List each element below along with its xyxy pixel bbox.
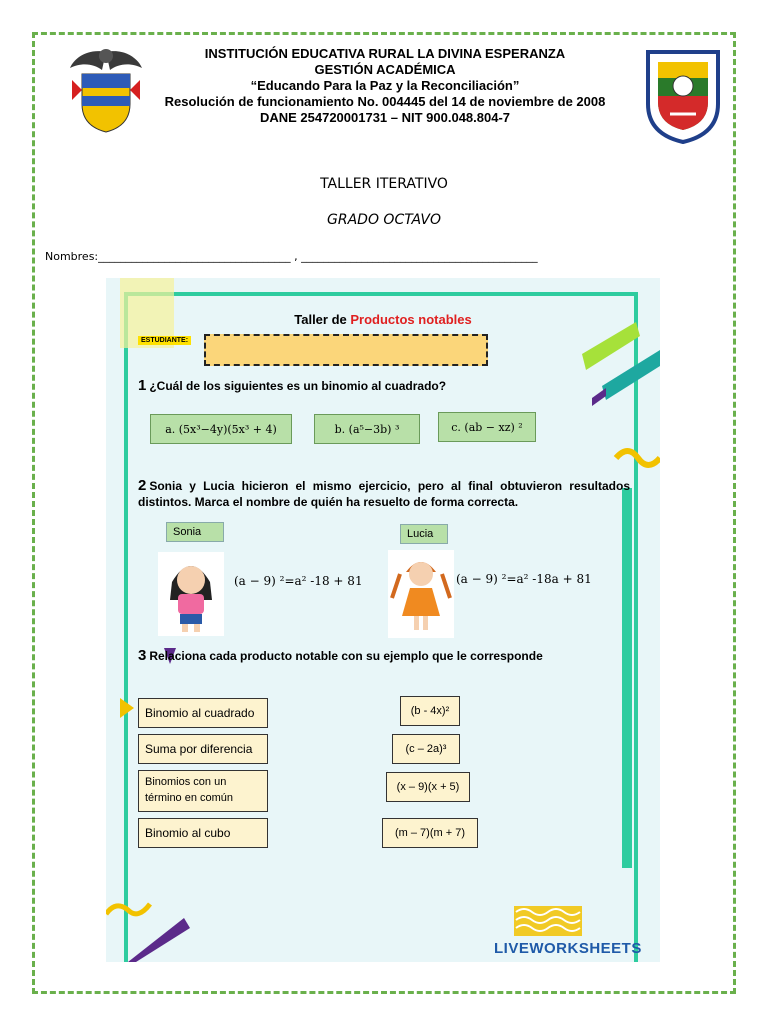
worksheet-title-prefix: Taller de (294, 312, 351, 327)
school-header (130, 46, 640, 126)
worksheet-title-highlight: Productos notables (350, 312, 472, 327)
match-right-1[interactable]: (b - 4x)² (400, 696, 460, 726)
match-right-4[interactable]: (m – 7)(m + 7) (382, 818, 478, 848)
question-3-number: 3 (138, 647, 147, 664)
question-1-text: ¿Cuál de los siguientes es un binomio al cuadrado? (149, 379, 447, 393)
match-left-1[interactable]: Binomio al cuadrado (138, 698, 268, 728)
name-option-lucia[interactable]: Lucia (400, 524, 448, 544)
match-left-2[interactable]: Suma por diferencia (138, 734, 268, 764)
match-left-4[interactable]: Binomio al cubo (138, 818, 268, 848)
girl-lucia-icon (388, 550, 454, 638)
sonia-formula: (a − 9) ²=a² -18 + 81 (234, 574, 363, 588)
question-1-number: 1 (138, 377, 147, 394)
page-subtitle: GRADO OCTAVO (327, 212, 441, 228)
lucia-formula: (a − 9) ²=a² -18a + 81 (456, 572, 592, 586)
name-option-sonia[interactable]: Sonia (166, 522, 224, 542)
question-3 (138, 648, 638, 664)
liveworksheets-logo (494, 940, 642, 957)
worksheet-image (106, 278, 660, 962)
header-line-4: Resolución de funcionamiento No. 004445 del 14 de noviembre de 2008 (164, 94, 606, 109)
school-shield-icon (640, 44, 726, 144)
liveworksheets-logo-text: LIVEWORKSHEETS (494, 940, 642, 957)
student-label: ESTUDIANTE: (138, 336, 191, 345)
question-3-text: Relaciona cada producto notable con su ejemplo que le corresponde (149, 649, 543, 663)
question-1 (138, 378, 638, 394)
match-right-3[interactable]: (x – 9)(x + 5) (386, 772, 470, 802)
girl-sonia-icon (158, 552, 224, 636)
match-left-3[interactable]: Binomios con un término en común (138, 770, 268, 812)
question-2-number: 2 (138, 477, 147, 494)
worksheet-title (106, 312, 660, 327)
header-line-2: GESTIÓN ACADÉMICA (314, 62, 456, 77)
question-2-text: Sonia y Lucia hicieron el mismo ejercicio, pero al final obtuvieron resultados distintos. Marca el nombre de quién ha resuelto de forma correcta. (138, 479, 630, 509)
header-line-1: INSTITUCIÓN EDUCATIVA RURAL LA DIVINA ESPERANZA (204, 46, 566, 61)
question-2 (138, 478, 630, 510)
header-line-3: “Educando Para la Paz y la Reconciliación” (250, 78, 520, 93)
match-right-2[interactable]: (c – 2a)³ (392, 734, 460, 764)
q1-option-b[interactable]: b. (a⁵−3b) ³ (314, 414, 420, 444)
page-title: TALLER ITERATIVO (320, 176, 448, 192)
q1-option-c[interactable]: c. (ab − xz) ² (438, 412, 536, 442)
q1-option-a[interactable]: a. (5x³−4y)(5x³ + 4) (150, 414, 292, 444)
names-field[interactable]: Nombres:___________________________________ , ___________________________________________ (45, 250, 538, 263)
student-name-input[interactable] (204, 334, 488, 366)
header-line-5: DANE 254720001731 – NIT 900.048.804-7 (259, 110, 511, 125)
